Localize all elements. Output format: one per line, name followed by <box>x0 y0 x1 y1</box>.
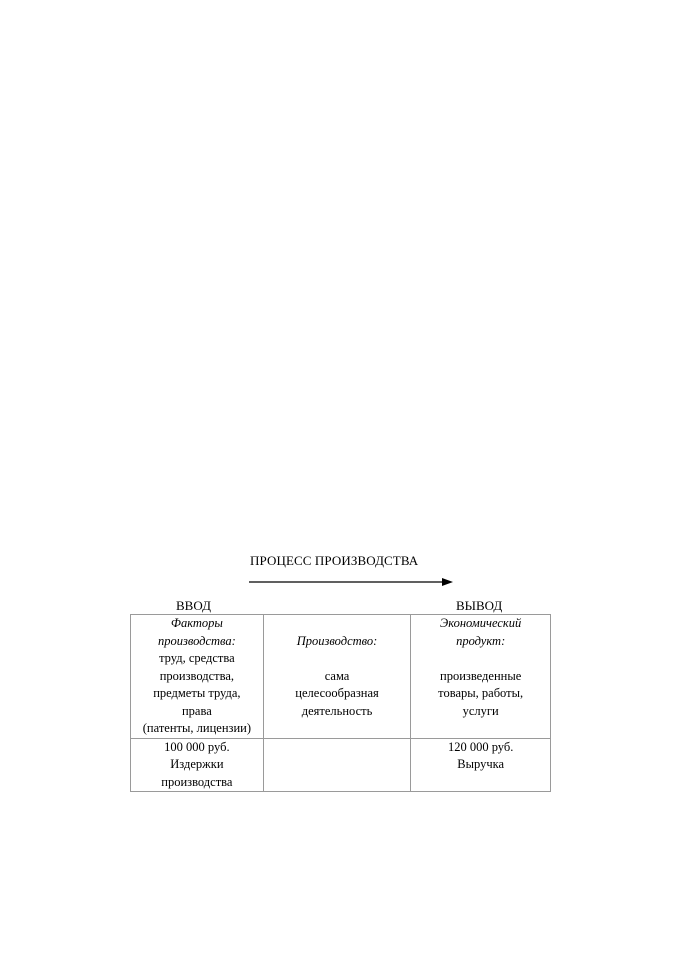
cell-empty <box>263 738 411 792</box>
revenue-label-line: Выручка <box>457 757 505 771</box>
cell-product <box>411 615 551 739</box>
product-item-line: услуги <box>462 703 499 718</box>
cell-factors <box>131 615 264 739</box>
cell-revenue <box>411 738 551 792</box>
production-heading: Производство: <box>296 633 378 648</box>
costs-label-line: производства <box>161 774 233 789</box>
product-item-line: произведенные <box>440 668 522 683</box>
production-flow-table <box>130 614 551 792</box>
factors-heading-line: Факторы <box>170 616 223 630</box>
factors-item-line: производства, <box>159 668 235 683</box>
production-item-line: деятельность <box>301 703 373 718</box>
costs-amount: 100 000 руб. <box>164 739 230 754</box>
cell-costs <box>131 738 264 792</box>
table-row-factors <box>131 615 551 739</box>
product-item-line: товары, работы, <box>438 686 524 700</box>
product-heading-line: Экономический <box>440 616 522 630</box>
factors-heading-line: производства: <box>157 633 236 648</box>
cell-production <box>263 615 411 739</box>
production-item-line: целесообразная <box>295 686 379 700</box>
production-item-line: сама <box>324 668 350 683</box>
process-arrow <box>249 575 453 589</box>
costs-label-line: Издержки <box>170 757 224 771</box>
process-title: ПРОЦЕСС ПРОИЗВОДСТВА <box>250 553 419 568</box>
product-heading-line: продукт: <box>456 633 506 648</box>
input-label: ВВОД <box>176 598 211 613</box>
factors-item-line: труд, средства <box>159 651 235 665</box>
factors-item-line: предметы труда, <box>153 686 241 700</box>
factors-item-line: права <box>181 703 212 718</box>
table-row-amounts <box>131 738 551 792</box>
factors-item-line: (патенты, лицензии) <box>142 721 251 735</box>
revenue-amount: 120 000 руб. <box>447 739 514 754</box>
output-label: ВЫВОД <box>456 598 503 613</box>
